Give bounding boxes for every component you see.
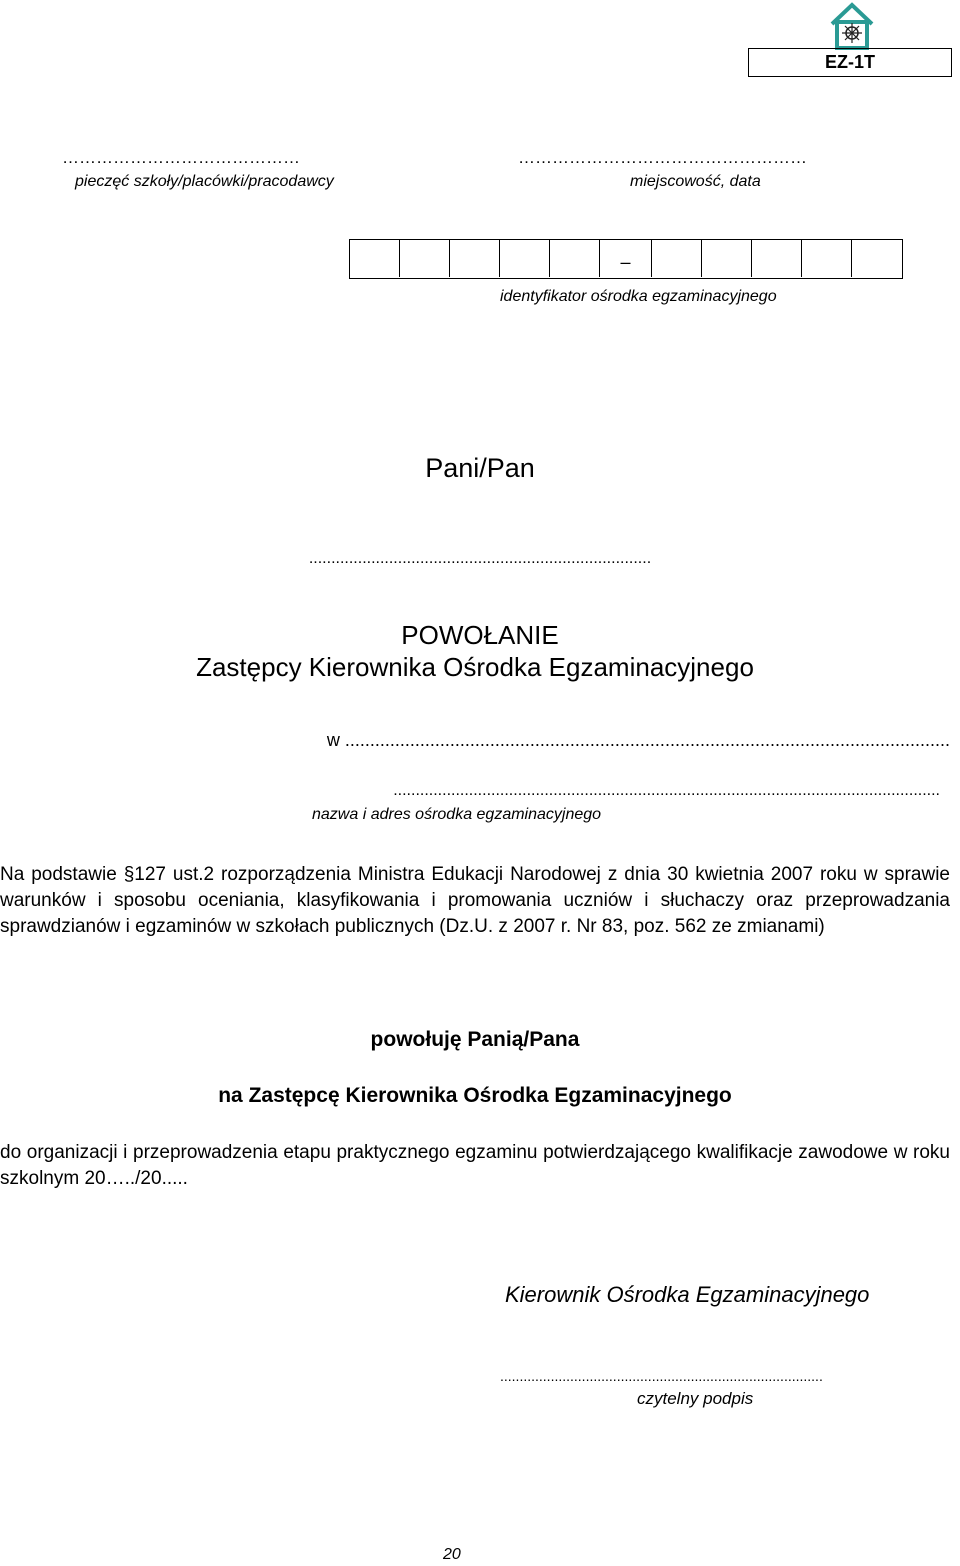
identifier-cell[interactable] bbox=[350, 240, 400, 277]
place-date-caption: miejscowość, data bbox=[630, 173, 761, 190]
signature-role: Kierownik Ośrodka Egzaminacyjnego bbox=[505, 1282, 870, 1307]
center-address-line-2: ........................................................................................................................... bbox=[393, 782, 940, 799]
identifier-cell[interactable] bbox=[550, 240, 600, 277]
stamp-caption: pieczęć szkoły/placówki/pracodawcy bbox=[75, 173, 334, 190]
center-address-line-1: w ......................................................................................................................... bbox=[326, 730, 950, 750]
addressee-dots: ............................................................................. bbox=[308, 550, 652, 567]
identifier-cell[interactable] bbox=[852, 240, 902, 277]
identifier-caption: identyfikator ośrodka egzaminacyjnego bbox=[500, 288, 777, 305]
identifier-cell[interactable] bbox=[802, 240, 852, 277]
identifier-cell[interactable] bbox=[400, 240, 450, 277]
form-code-box bbox=[748, 48, 952, 77]
signature-caption: czytelny podpis bbox=[637, 1389, 754, 1408]
identifier-cell[interactable] bbox=[450, 240, 500, 277]
identifier-separator: – bbox=[620, 252, 631, 272]
page-number: 20 bbox=[443, 1546, 461, 1563]
identifier-cell[interactable] bbox=[752, 240, 802, 277]
identifier-separator-cell bbox=[600, 240, 652, 277]
place-date-dots: …………………………………………… bbox=[518, 148, 807, 167]
center-address-caption: nazwa i adres ośrodka egzaminacyjnego bbox=[312, 806, 602, 823]
form-code: EZ-1T bbox=[824, 52, 875, 72]
appointment-line-1: powołuję Panią/Pana bbox=[370, 1028, 580, 1051]
document-subtitle: Zastępcy Kierownika Ośrodka Egzaminacyjnego bbox=[196, 652, 754, 682]
stamp-dots: …………………………………… bbox=[62, 148, 300, 167]
document-title: POWOŁANIE bbox=[401, 620, 559, 650]
purpose-paragraph: do organizacji i przeprowadzenia etapu praktycznego egzaminu potwierdzającego kwalifikacje zawodowe w roku szkolnym 20…../20..... bbox=[0, 1142, 950, 1189]
identifier-cell[interactable] bbox=[652, 240, 702, 277]
legal-basis-paragraph: Na podstawie §127 ust.2 rozporządzenia Ministra Edukacji Narodowej z dnia 30 kwietnia 2007 roku w sprawie warunków i sposobu oceniania, klasyfikowania i promowania uczniów i słuchaczy oraz przeprowadzania sprawdzianów i egzaminów w szkołach publicznych (Dz.U. z 2007 r. Nr 83, poz. 562 ze zmianami) bbox=[0, 864, 950, 937]
identifier-cell[interactable] bbox=[702, 240, 752, 277]
appointment-line-2: na Zastępcę Kierownika Ośrodka Egzaminacyjnego bbox=[218, 1084, 732, 1107]
identifier-cell[interactable] bbox=[500, 240, 550, 277]
signature-dots: ................................................................................... bbox=[500, 1368, 823, 1384]
school-house-icon bbox=[828, 2, 876, 50]
identifier-grid bbox=[349, 239, 903, 279]
salutation: Pani/Pan bbox=[425, 453, 535, 483]
